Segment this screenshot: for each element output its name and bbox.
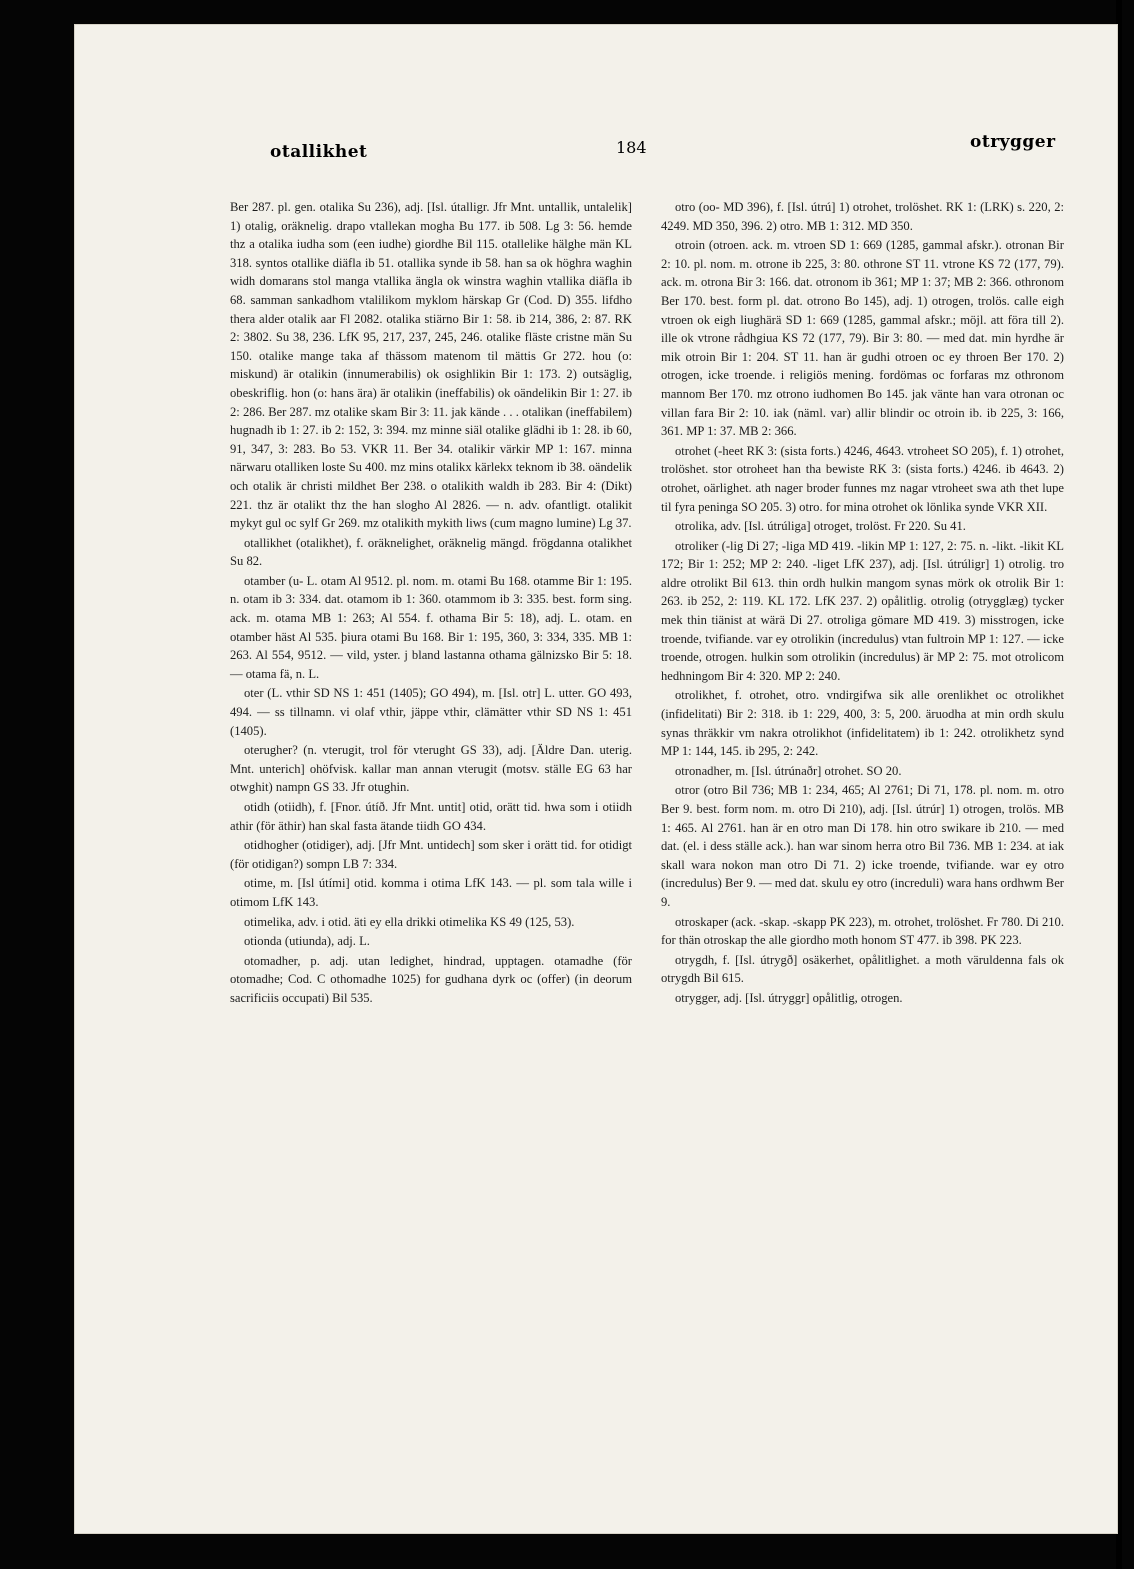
entry-paragraph: otrolikhet, f. otrohet, otro. vndirgifwa sik alle orenlikhet oc otrolikhet (infidelitati) Bir 2: 318. ib 1: 229, 400, 3: 5, 200. äruodha at min ordh skulu synas thräkkir vm nakra otrolikhot (infidelitatem) ib 1: 242. otrolikhetz synd MP 1: 144, 145. ib 295, 2: 242.	[661, 688, 1064, 759]
entry-paragraph: otrohet (-heet RK 3: (sista forts.) 4246, 4643. vtroheet SO 205), f. 1) otrohet, trolöshet. stor otroheet han tha bewiste RK 3: (sista forts.) 4246. ib 4643. 2) otrohet, oärlighet. ath nager broder funnes mz nagar vtroheet swa ath thet lupe til fyra peninga SO 205. 3) otro. for mina otrohet ok lönlika synde VKR XII.	[661, 443, 1064, 514]
entry-paragraph: oter (L. vthir SD NS 1: 451 (1405); GO 494), m. [Isl. otr] L. utter. GO 493, 494. — ss tillnamn. vi olaf vthir, jäppe vthir, clämätter vthir SD NS 1: 451 (1405).	[230, 686, 632, 738]
left-column	[230, 198, 632, 1008]
entry-paragraph: otamber (u- L. otam Al 9512. pl. nom. m. otami Bu 168. otamme Bir 1: 195. n. otam ib 3: 334. dat. otamom ib 1: 360. otammom ib 3: 335. best. form sing. ack. m. otama MB 1: 263; Al 554. f. othama Bir 5: 18), adj. L. otam. en otamber häst Al 535. þiura otami Bu 168. Bir 1: 195, 360, 3: 334, 335. MB 1: 263. Al 554, 9512. — vild, yster. j bland lastanna othama gälnizsko Bir 5: 18. — otama fä, n. L.	[230, 573, 632, 681]
entry-paragraph: otrolika, adv. [Isl. útrúliga] otroget, trolöst. Fr 220. Su 41.	[675, 519, 966, 534]
entry-paragraph: oterugher? (n. vterugit, trol för vterught GS 33), adj. [Äldre Dan. uterig. Mnt. unterich] ohöfvisk. kallar man annan vterugit (motsv. ställe EG 63 har otwghit) nampn GS 33. Jfr otughin.	[230, 743, 632, 795]
entry-paragraph: otroin (otroen. ack. m. vtroen SD 1: 669 (1285, gammal afskr.). otronan Bir 2: 10. pl. nom. m. otrone ib 225, 3: 80. othrone ST 11. vtrone KS 72 (177, 79). ack. m. otrona Bir 3: 166. dat. otronom ib 361; MP 1: 37; MB 2: 366. othronom Ber 170. best. form pl. dat. otrono Bo 145), adj. 1) otrogen, trolös. calle eigh vtroen ok eigh liughärä SD 1: 669 (1285, gammal afskr.; möjl. att föra till 2). ille ok vtrone rådhgiua KS 72 (177, 79). Bir 3: 80. — med dat. min hyrdhe är mik otroin Bir 1: 204. ST 11. han är gudhi otroen oc ey throen Ber 170. 2) otrogen, icke troende. i religiös mening. fordömas oc forfaras mz othronom mannom Ber 170. mz otrono iudhomen Bo 145. jak vänte han vara otronan oc villan fara Bir 2: 10. iak (näml. var) allir blindir oc otroin ib. ib 225, 3: 166, 361. MP 1: 37. MB 2: 366.	[661, 238, 1064, 439]
entry-paragraph: otimelika, adv. i otid. äti ey ella drikki otimelika KS 49 (125, 53).	[244, 914, 575, 929]
entry-paragraph: otronadher, m. [Isl. útrúnaðr] otrohet. SO 20.	[675, 763, 902, 778]
entry-paragraph: Ber 287. pl. gen. otalika Su 236), adj. [Isl. útalligr. Jfr Mnt. untallik, untalelik] 1) otalig, oräknelig. drapo vtallekan mogha Bu 177. ib 508. Lg 3: 56. hemde thz a otalika iudha som (een iudhe) giordhe Bil 115. otallelike hälghe män KL 318. syntos otallike diäfla ib 51. otallika synde ib 58. han sa ok höghra waghin widh domarans stol manga vtallika ängla ok winstra waghin vtallika diäfla ib 68. samman sankadhom vtalilikom myklom härskap Gr (Cod. D) 355. lifdho thera alder otalik aar Fl 2082. otalika stiärno Bir 1: 58. ib 214, 386, 2: 87. RK 2: 3802. Su 38, 236. LfK 95, 217, 237, 245, 246. otalike fläste cristne män Su 150. otalike mange taka af thässom matenom til mättis Gr 272. hou (o: miskund) är otalikin (innumerabilis) ok osighlikin Bir 1: 173. 2) outsäglig, obeskriflig. hon (o: hans ära) är otalikin (ineffabilis) ok oändelikin Bir 1: 27. ib 2: 286. Ber 287. mz otalike skam Bir 3: 11. jak kände . . . otalikan (ineffabilem) hugnadh ib 1: 27. ib 2: 152, 3: 394. mz minne siäl otalike glädhi ib 1: 28. ib 60, 91, 347, 3: 283. Bo 53. VKR 11. Ber 34. otalikir värkir MP 1: 167. minna närwaru otalliken loste Su 400. mz mins otalikx kärlekx teknom ib 38. oändelik och otalik är christi mildhet Ber 238. o otalikith waldh ib 283. Bir 4: (Dikt) 221. thz är otalikt thz the han slogho Al 2826. — n. adv. ofantligt. otalikit mykyt gul oc sylf Gr 269. mz otalikith mykith liws (cum magno lumine) Lg 37.	[230, 200, 632, 531]
page-number: 184	[616, 138, 647, 157]
entry-paragraph: otidhogher (otidiger), adj. [Jfr Mnt. untidech] som sker i orätt tid. for otidigt (för otidigan?) sompn LB 7: 334.	[230, 838, 632, 871]
entry-paragraph: otrygdh, f. [Isl. útrygð] osäkerhet, opålitlighet. a moth väruldenna fals ok otrygdh Bil 615.	[661, 952, 1064, 986]
dictionary-page	[74, 24, 1118, 1534]
entry-paragraph: otroskaper (ack. -skap. -skapp PK 223), m. otrohet, trolöshet. Fr 780. Di 210. for thän otroskap the alle giordho moth honom ST 477. ib 398. PK 223.	[661, 914, 1064, 948]
entry-paragraph: otror (otro Bil 736; MB 1: 234, 465; Al 2761; Di 71, 178. pl. nom. m. otro Ber 9. best. form nom. m. otro Di 210), adj. [Isl. útrúr] 1) otrogen, trolös. MB 1: 465. Al 2761. han är en otro man Di 178. hin otro swikare ib 210. — med dat. (el. i dess ställe ack.). han war sinom herra otro Bil 736. MB 1: 234. at iak skall wara nokon man otro Di 71. 2) icke troende, tvifiande. war ey otro (incredulus) Ber 9. — med dat. skulu ey otro (increduli) wara hans ordhwm Ber 9.	[661, 783, 1064, 909]
entry-paragraph: otidh (otiidh), f. [Fnor. útíð. Jfr Mnt. untit] otid, orätt tid. hwa som i otiidh athir (för äthir) han skal fasta ätande tiidh GO 434.	[230, 800, 632, 833]
entry-paragraph: otroliker (-lig Di 27; -liga MD 419. -likin MP 1: 127, 2: 75. n. -likt. -likit KL 172; Bir 1: 252; MP 2: 240. -liget LfK 237), adj. [Isl. útrúligr] 1) otrolig. tro aldre otrolikt Bil 613. thin ordh hulkin mangom synas mörk ok otrolik Bir 1: 263. ib 252, 2: 119. KL 172. LfK 237. 2) opålitlig. otrolig (otrygglæg) tycker mek thin tiänist at wärä Di 27. otroliga gömare MD 419. 3) misstrogen, icke troende, tvifiande. var ey otrolikin (incredulus) vtan fultroin MP 1: 127. — icke troende, otrogen. hulkin som otrolikin (incredulus) är MP 2: 75. mot otrolicom hedhningom Bir 4: 320. MP 2: 240.	[661, 538, 1064, 683]
right-column	[661, 198, 1064, 1008]
entry-paragraph: otionda (utiunda), adj. L.	[244, 934, 370, 949]
entry-paragraph: otrygger, adj. [Isl. útryggr] opålitlig, otrogen.	[675, 990, 903, 1005]
entry-paragraph: otallikhet (otalikhet), f. oräknelighet, oräknelig mängd. frögdanna otalikhet Su 82.	[230, 535, 632, 569]
running-headword-right: otrygger	[970, 132, 1056, 152]
entry-paragraph: otomadher, p. adj. utan ledighet, hindrad, upptagen. otamadhe (för otomadhe; Cod. C othomadhe 1025) for gudhana dyrk oc (offer) (in deorum sacrificiis occupati) Bil 535.	[230, 953, 632, 1005]
entry-paragraph: otime, m. [Isl útími] otid. komma i otima LfK 143. — pl. som tala wille i otimom LfK 143.	[230, 876, 632, 909]
entry-paragraph: otro (oo- MD 396), f. [Isl. útrú] 1) otrohet, trolöshet. RK 1: (LRK) s. 220, 2: 4249. MD 350, 396. 2) otro. MB 1: 312. MD 350.	[661, 200, 1064, 233]
running-headword-left: otallikhet	[270, 142, 368, 162]
